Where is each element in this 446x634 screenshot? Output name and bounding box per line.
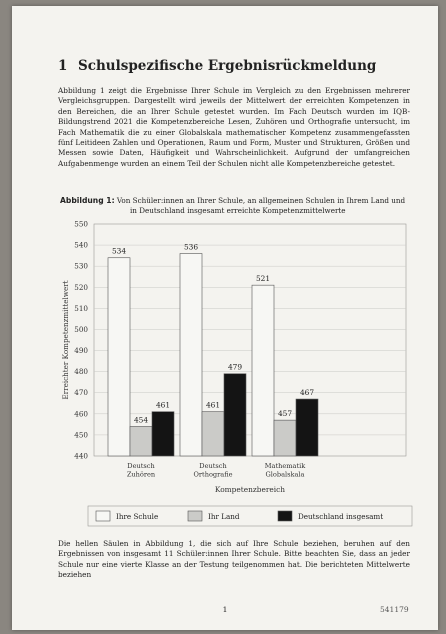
y-tick-label: 440 (74, 451, 88, 461)
figure-caption-line1: Von Schüler:innen an Ihrer Schule, an allgemeinen Schulen in Ihrem Land und (116, 196, 406, 205)
bar (202, 412, 224, 456)
legend-label: Ihr Land (208, 512, 240, 521)
legend-label: Deutschland insgesamt (298, 512, 384, 521)
legend-swatch (188, 511, 202, 521)
figure-label: Abbildung 1: (60, 196, 115, 205)
bar-value-label: 536 (183, 242, 199, 252)
y-tick-label: 480 (74, 367, 88, 377)
bar-value-label: 454 (133, 415, 149, 425)
bar-value-label: 479 (227, 362, 243, 372)
bar-value-label: 461 (155, 400, 171, 410)
y-tick-label: 550 (74, 219, 88, 229)
bar (152, 412, 174, 456)
y-tick-label: 460 (74, 409, 88, 419)
x-category-label: Orthografie (193, 470, 233, 479)
bar-value-label: 461 (205, 400, 221, 410)
bar (130, 426, 152, 456)
x-category-label: Deutsch (127, 462, 155, 470)
y-tick-label: 530 (74, 261, 88, 271)
section-number: 1 (58, 58, 68, 74)
legend-label: Ihre Schule (116, 512, 159, 521)
document-page (12, 6, 438, 630)
bar-value-label: 534 (111, 246, 127, 256)
figure-caption-line2: in Deutschland insgesamt erreichte Kompetenzmittelwerte (130, 205, 346, 215)
y-tick-label: 540 (74, 240, 88, 250)
y-tick-label: 520 (74, 282, 88, 292)
x-category-label: Mathematik (264, 462, 306, 470)
y-tick-label: 490 (74, 346, 88, 356)
bar (108, 258, 130, 456)
bar (296, 399, 318, 456)
bar-value-label: 467 (299, 388, 315, 398)
y-tick-label: 470 (74, 388, 88, 398)
document-id: 541179 (380, 605, 409, 614)
bar (224, 374, 246, 456)
x-category-label: Zuhören (126, 470, 156, 479)
x-axis-label: Kompetenzbereich (214, 485, 286, 494)
x-category-label: Deutsch (199, 462, 227, 470)
closing-paragraph-text: Die hellen Säulen in Abbildung 1, die sich auf Ihre Schule beziehen, beruhen auf den Ergebnissen von insgesamt 11 Schüler:innen Ihrer Schule. Bitte beachten Sie, dass an jeder Schule nur eine vierte Klasse an der Testung teilgenommen hat. Die berichteten Mittelwerte beziehen (58, 539, 410, 580)
section-title: Schulspezifische Ergebnisrückmeldung (78, 58, 377, 74)
x-category-label: Globalskala (265, 470, 305, 479)
bar (274, 420, 296, 456)
bar-value-label: 521 (255, 274, 271, 284)
y-tick-label: 510 (74, 303, 88, 313)
y-axis-label: Erreichter Kompetenzmittelwert (61, 280, 70, 400)
bar (180, 254, 202, 456)
y-tick-label: 450 (74, 430, 88, 440)
legend-swatch (278, 511, 292, 521)
closing-paragraph (58, 539, 410, 581)
bar-value-label: 457 (277, 409, 293, 419)
legend-swatch (96, 511, 110, 521)
bar (252, 285, 274, 456)
intro-paragraph-text: Abbildung 1 zeigt die Ergebnisse Ihrer Schule im Vergleich zu den Ergebnissen mehrerer Vergleichsgruppen. Dargestellt wird jeweils der Mittelwert der erreichten Kompetenzen in den Bereichen, die an Ihrer Schule getestet wurden. Im Fach Deutsch wurden im IQB-Bildungstrend 2021 die Kompetenzbereiche Lesen, Zuhören und Orthografie untersucht, im Fach Mathematik die zu einer Globalskala mathematischer Kompetenz zusammengefassten fünf Leitideen Zahlen und Operationen, Raum und Form, Muster und Strukturen, Größen und Messen sowie Daten, Häufigkeit und Wahrscheinlichkeit. Aufgrund der umfangreichen Aufgabenmenge wurden an einem Teil der Schulen nicht alle Kompetenzbereiche getestet. (58, 86, 410, 168)
y-tick-label: 500 (74, 324, 88, 334)
page-number: 1 (222, 605, 228, 614)
bar-chart (12, 6, 438, 630)
